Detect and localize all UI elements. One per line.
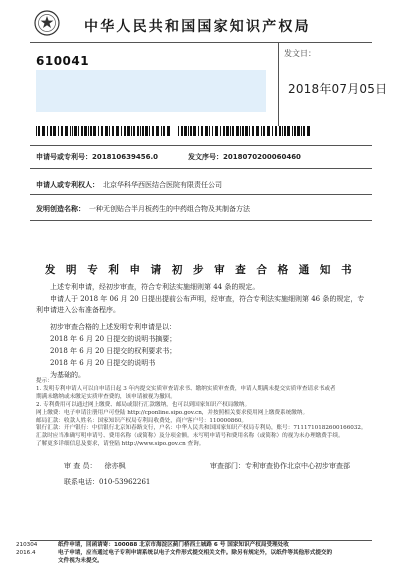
footer-year: 2016.4	[16, 550, 36, 556]
barcode-bar	[72, 126, 74, 136]
notice-paragraph-1: 上述专利申请，经初步审查，符合专利法实施细则第 44 条的规定。	[50, 283, 260, 291]
invention-row	[36, 204, 250, 214]
barcode-bar	[88, 126, 89, 136]
department-name: 专利审查协作北京中心初步审查部	[245, 462, 350, 471]
barcode-bar	[140, 126, 141, 136]
barcode-bar	[161, 126, 162, 136]
field-divider	[30, 145, 372, 146]
footer-line-3: 文件视为未提交。	[58, 558, 103, 564]
barcode-bar	[142, 126, 144, 136]
barcode-bar	[282, 126, 283, 136]
barcode-bar	[223, 126, 225, 136]
barcode-bar	[47, 126, 48, 136]
applicant-label: 申请人或专利权人：	[36, 181, 99, 189]
tip-line: 1. 发明专利申请人可以自申请日起 3 年内提交实质审查请求书、缴纳实质审查费，申请人期满未提交实质审查请求书或者	[36, 385, 336, 392]
barcode-bar	[190, 126, 192, 136]
barcode-bar	[292, 126, 293, 136]
send-date: 2018年07月05日	[288, 82, 388, 96]
barcode-bar	[275, 126, 277, 136]
footer-line-1: 纸件申请，回函请寄：100088 北京市海淀区蓟门桥西土城路 6 号 国家知识产权局受理处收	[58, 542, 289, 548]
barcode-bar	[65, 126, 68, 136]
phone-label: 联系电话：	[64, 478, 99, 487]
send-date-label: 发文日：	[284, 49, 316, 58]
basis-item: 2018 年 6 月 20 日提交的说明书摘要；	[50, 335, 177, 343]
barcode-bar	[163, 126, 165, 136]
basis-item: 2018 年 6 月 20 日提交的说明书	[50, 359, 156, 367]
document-code: 610041	[36, 54, 90, 68]
serial-number: 2018070200060460	[223, 153, 301, 161]
barcode-bar	[121, 126, 122, 136]
barcode-bar	[307, 126, 310, 136]
barcode-bar	[149, 126, 150, 136]
tip-line: 银行汇款：开户银行：中信银行北京知春路支行，户名：中华人民共和国国家知识产权局专利局，账号：7111710182600166032。	[36, 425, 367, 432]
barcode-bar	[145, 126, 148, 136]
barcode-bar	[178, 126, 179, 136]
barcode-bar	[90, 126, 92, 136]
applicant-name: 北京华科华西医结合医院有限责任公司	[103, 181, 222, 189]
barcode-serial	[178, 126, 312, 136]
office-title: 中华人民共和国国家知识产权局	[84, 19, 311, 35]
application-number-row	[36, 152, 158, 162]
barcode-bar	[124, 126, 126, 136]
basis-intro: 初步审查合格的上述发明专利申请是以：	[50, 323, 176, 331]
header-vertical-divider	[278, 42, 279, 126]
barcode-bar	[152, 126, 154, 136]
barcode-bar	[167, 126, 170, 136]
barcode-bar	[212, 126, 214, 136]
barcode-bar	[256, 126, 259, 136]
barcode-bar	[70, 126, 71, 136]
barcode-bar	[78, 126, 79, 136]
barcode-bar	[261, 126, 262, 136]
barcode-bar	[284, 126, 286, 136]
tip-line: 2. 专利费用可以通过网上缴费、邮局或银行汇款缴纳，也可以到国家知识产权局缴纳。	[36, 401, 251, 408]
application-number: 201810639456.0	[92, 153, 158, 161]
barcode-bar	[279, 126, 282, 136]
field-divider	[30, 220, 372, 221]
barcode-bar	[42, 126, 45, 136]
application-number-label: 申请号或专利号：	[36, 153, 92, 161]
barcode-bar	[101, 126, 103, 136]
barcode-bar	[188, 126, 189, 136]
barcode-bar	[36, 126, 37, 136]
field-divider	[30, 194, 372, 195]
barcode-bar	[184, 126, 187, 136]
barcode-bar	[112, 126, 114, 136]
serial-number-row	[188, 152, 301, 162]
barcode-bar	[58, 126, 59, 136]
invention-title: 一种无创贴合半月板药生的中药组合物及其制备方法	[89, 205, 250, 213]
barcode-bar	[109, 126, 110, 136]
field-divider	[30, 168, 372, 169]
barcode-bar	[98, 126, 99, 136]
barcode-bar	[263, 126, 265, 136]
barcode-bar	[53, 126, 56, 136]
barcode-bar	[215, 126, 218, 136]
department-label: 审查部门：	[210, 462, 245, 471]
barcode-bar	[201, 126, 203, 136]
tips-section	[36, 378, 370, 449]
barcode-bar	[81, 126, 83, 136]
barcode-bar	[61, 126, 63, 136]
barcode-bar	[297, 126, 300, 136]
barcode-bar	[232, 126, 234, 136]
phone-row	[64, 477, 150, 487]
barcode-bar	[245, 126, 248, 136]
tip-line: 了解更多详细信息及要求，请登陆 http://www.sipo.gov.cn 查询。	[36, 441, 205, 448]
barcode-bar	[226, 126, 229, 136]
barcode-bar	[137, 126, 140, 136]
barcode-bar	[93, 126, 96, 136]
tip-line: 网上缴费：电子申请注册用户可登陆 http://cponline.sipo.gov.cn，并按照相关要求使用网上缴费系统缴纳。	[36, 409, 309, 416]
barcode-bar	[127, 126, 130, 136]
tips-label: 提示：	[36, 378, 53, 384]
notice-paragraph-2: 申请人于 2018 年 06 月 20 日提出提前公布声明，经审查，符合专利法实施细则第 46 条的规定，专利申请进入公布准备程序。	[36, 295, 365, 314]
barcode-bar	[287, 126, 290, 136]
barcode-bar	[156, 126, 159, 136]
barcode-bar	[240, 126, 241, 136]
examiner-label: 审 查 员：	[64, 462, 97, 471]
barcode-bar	[209, 126, 210, 136]
barcode-bar	[230, 126, 231, 136]
examiner-row	[64, 461, 125, 471]
national-emblem-icon	[34, 10, 60, 36]
barcode-bar	[267, 126, 270, 136]
tip-line: 邮局汇款：收款人姓名：国家知识产权局专利局收费处，商户客户号：110000860。	[36, 417, 248, 424]
barcode-bar	[252, 126, 254, 136]
barcode-bar	[181, 126, 183, 136]
barcode-bar	[131, 126, 132, 136]
barcode-bar	[84, 126, 87, 136]
barcode-bar	[301, 126, 302, 136]
barcode-bar	[205, 126, 208, 136]
barcode-application	[36, 126, 172, 136]
barcode-bar	[242, 126, 244, 136]
footer-line-2: 电子申请，应当通过电子专利申请系统以电子文件形式提交相关文件。除另有规定外，以纸件等其他形式提交的	[58, 550, 333, 556]
tip-line: 期满未缴纳或未缴足实质审查费的，该申请被视为撤回。	[36, 393, 176, 400]
barcode-bar	[198, 126, 199, 136]
examiner-name: 徐亦枫	[104, 462, 126, 471]
department-row	[210, 461, 350, 471]
notice-title: 发 明 专 利 申 请 初 步 审 查 合 格 通 知 书	[44, 264, 356, 276]
basis-conclusion: 为基础的。	[50, 371, 85, 379]
phone-number: 010-53962261	[99, 478, 151, 487]
barcode-bar	[116, 126, 119, 136]
barcode-bar	[303, 126, 305, 136]
barcode-bar	[220, 126, 221, 136]
invention-label: 发明创造名称：	[36, 205, 85, 213]
tip-line: 汇款时应当准确写明申请号、费用名称（或简称）及分项金额。未写明申请号和费用名称（或简称）的视为未办理缴费手续。	[36, 433, 344, 440]
header-divider	[30, 42, 372, 43]
barcode-bar	[272, 126, 273, 136]
applicant-row	[36, 180, 222, 190]
barcode-bar	[74, 126, 77, 136]
barcode-bar	[105, 126, 108, 136]
footer-divider	[30, 540, 372, 541]
barcode-bar	[249, 126, 250, 136]
barcode-bar	[133, 126, 135, 136]
basis-item: 2018 年 6 月 20 日提交的权利要求书；	[50, 347, 177, 355]
barcode-bar	[193, 126, 196, 136]
barcode-bar	[38, 126, 40, 136]
barcode-bar	[50, 126, 52, 136]
footer-code: 210304	[16, 542, 38, 548]
serial-number-label: 发文序号：	[188, 153, 223, 161]
barcode-bar	[294, 126, 296, 136]
barcode-bar	[236, 126, 239, 136]
address-window	[36, 70, 266, 112]
